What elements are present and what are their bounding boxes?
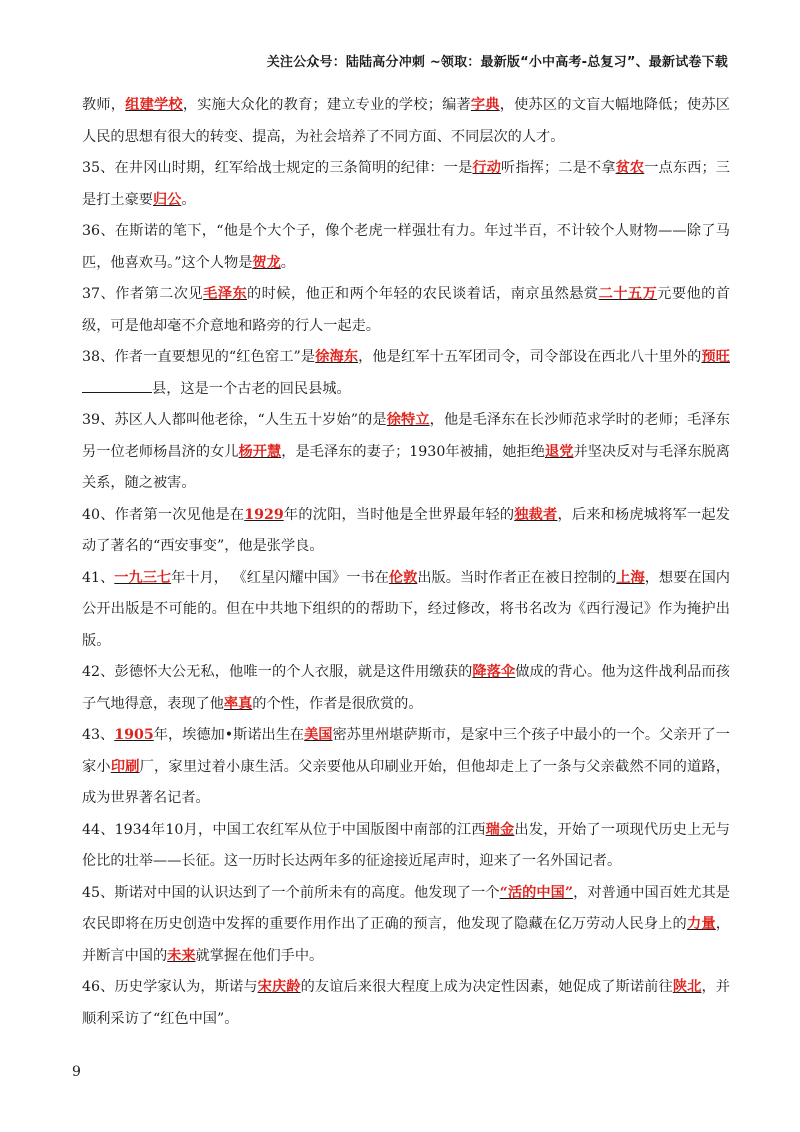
answer-highlight: 美国 (304, 727, 333, 743)
paragraph (82, 500, 730, 563)
text-run: 39、苏区人人都叫他老徐，“人生五十岁始”的是 (82, 412, 387, 428)
text-run: 元要他的首级，可是他却毫不介意地和路旁的行人一起走。 (82, 286, 730, 334)
text-run: 出版。当时作者正在被日控制的 (417, 569, 617, 586)
text-run: ，使苏区的文盲大幅地降低；使苏区人民的思想有很大的转变、提高，为社会培养了不同方面、不同层次的人才。 (82, 97, 730, 145)
text-run: 并坚决反对与毛泽东脱离关系，随之被害。 (82, 443, 730, 491)
answer-highlight: 二十五万 (598, 286, 658, 302)
answer-highlight: 一九三七 (114, 569, 172, 586)
text-run: 的时候，他正和两个年轻的农民谈着话，南京虽然悬赏 (247, 286, 599, 302)
text-run: 听指挥；二是不拿 (501, 160, 616, 176)
text-run: 县，这是一个古老的回民县城。 (152, 380, 351, 397)
text-run: 的友谊后来很大程度上成为决定性因素，她促成了斯诺前往 (300, 979, 673, 995)
answer-highlight: 印刷 (110, 758, 140, 775)
text-run: ，后来和杨虎城将军一起发动了著名的“西安事变”，他是张学良。 (82, 506, 730, 554)
paragraph (82, 815, 730, 878)
paragraph (82, 972, 730, 1035)
text-run: ，他是红军十五军团司令，司令部设在西北八十里外的 (358, 349, 702, 365)
text-run: ，对普通中国百姓尤其是农民即将在历史创造中发挥的重要作用作出了正确的预言，他发现了隐藏在亿万劳动人民身上的 (82, 884, 730, 932)
text-run: 做成的背心。他为这件战利品而孩子气地得意，表现了他 (82, 664, 730, 712)
text-run: 41、 (82, 569, 115, 586)
text-run: 35、在井冈山时期，红军给战士规定的三条简明的纪律：一是 (82, 160, 473, 176)
text-run: 43、 (82, 727, 115, 743)
text-run: ，想要在国内公开出版是不可能的。但在中共地下组织的的帮助下，经过修改，将书名改为《西行漫记》作为掩护出版。 (82, 569, 730, 649)
text-run: 厂，家里过着小康生活。父亲要他从印刷业开始，但他却走上了一条与父亲截然不同的道路，成为世界著名记者。 (82, 758, 730, 806)
text-run: 出发，开始了一项现代历史上无与伦比的壮举——长征。这一历时长达两年多的征途接近尾声时，迎来了一名外国记者。 (82, 821, 730, 869)
answer-highlight: 贺龙 (252, 254, 281, 271)
paragraph (82, 878, 730, 973)
fill-blank-line (82, 391, 152, 393)
answer-highlight: 杨开慧 (238, 443, 282, 460)
answer-highlight: 力量 (686, 916, 716, 932)
answer-highlight: 1905 (114, 727, 154, 743)
text-run: ，他是毛泽东在长沙师范求学时的老师；毛泽东另一位老师杨昌济的女儿 (82, 412, 730, 460)
paragraph (82, 720, 730, 815)
text-run: 年，埃德加•斯诺出生在 (153, 727, 305, 743)
text-run: 。 (280, 254, 295, 271)
text-run: 年十月， 《红星闪耀中国》一书在 (171, 569, 389, 586)
paragraph (82, 216, 730, 279)
answer-highlight: 毛泽东 (203, 286, 248, 302)
answer-highlight: 徐特立 (386, 412, 430, 428)
text-run: 的个性，作者是很欣赏的。 (252, 695, 423, 712)
answer-highlight: 贫农 (615, 160, 645, 176)
answer-highlight: 伦敦 (388, 569, 418, 586)
text-run: ，是毛泽东的妻子；1930年被捕，她拒绝 (281, 443, 546, 460)
text-run: 37、作者第二次见 (82, 286, 204, 302)
answer-highlight: 行动 (472, 160, 502, 176)
text-run: 38、作者一直要想见的“红色窑工”是 (82, 349, 316, 365)
text-run: ，并断言中国的 (82, 916, 730, 964)
answer-highlight: 预旺 (701, 349, 730, 365)
text-run: 年的沈阳，当时他是全世界最年轻的 (283, 506, 515, 523)
text-run: 42、彭德怀大公无私，他唯一的个人衣服，就是这件用缴获的 (82, 664, 473, 680)
paragraph (82, 342, 730, 405)
text-run: 44、1934年10月，中国工农红军从位于中国版图中南部的江西 (82, 821, 486, 838)
text-run: 密苏里州堪萨斯市，是家中三个孩子中最小的一个。父亲开了一家小 (82, 727, 730, 775)
answer-highlight: 降落伞 (472, 664, 516, 680)
paragraph (82, 279, 730, 342)
text-run: 45、斯诺对中国的认识达到了一个前所未有的高度。他发现了一个 (82, 884, 500, 901)
answer-highlight: 组建学校 (125, 97, 183, 113)
answer-highlight: 独裁者 (514, 506, 558, 523)
text-run: 就掌握在他们手中。 (195, 947, 324, 964)
text-run: 46、历史学家认为，斯诺与 (82, 979, 258, 995)
answer-highlight: 徐海东 (315, 349, 359, 365)
text-run: 40、作者第一次见他是在 (82, 506, 245, 523)
document-body (82, 90, 730, 1035)
answer-highlight: 宋庆龄 (257, 979, 301, 995)
answer-highlight: “活的中国” (499, 884, 574, 901)
answer-highlight: 未来 (167, 947, 196, 964)
answer-highlight: 字典 (470, 97, 500, 113)
answer-highlight: 瑞金 (485, 821, 515, 838)
text-run: 36、在斯诺的笔下，“他是个大个子，像个老虎一样强壮有力。年过半百，不计较个人财物——除了马匹，他喜欢马。”这个人物是 (82, 223, 730, 271)
page-number: 9 (72, 1064, 81, 1080)
answer-highlight: 陕北 (672, 979, 702, 995)
answer-highlight: 归公 (152, 191, 182, 208)
text-run: ，实施大众化的教育；建立专业的学校；编著 (182, 97, 471, 113)
text-run: ，并顺利采访了“红色中国”。 (82, 979, 730, 1027)
text-run: 教师， (82, 97, 126, 113)
paragraph (82, 563, 730, 658)
answer-highlight: 退党 (545, 443, 574, 460)
text-run: 。 (181, 191, 196, 208)
paragraph (82, 153, 730, 216)
answer-highlight: 率真 (223, 695, 253, 712)
text-run: 一点东西；三是打土豪要 (82, 160, 730, 208)
page-header: 关注公众号：陆陆高分冲刺 ~领取：最新版“小中高考-总复习”、最新试卷下载 (266, 55, 728, 70)
answer-highlight: 1929 (244, 506, 284, 523)
paragraph (82, 405, 730, 500)
paragraph (82, 657, 730, 720)
answer-highlight: 上海 (616, 569, 645, 586)
paragraph (82, 90, 730, 153)
